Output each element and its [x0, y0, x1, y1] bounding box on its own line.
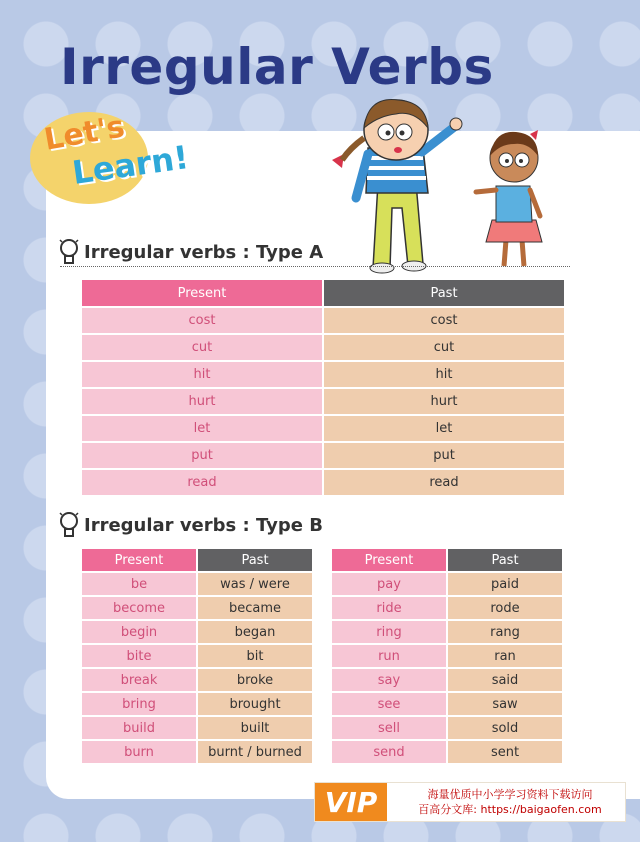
vip-watermark[interactable]	[314, 782, 626, 822]
present-cell: cut	[82, 335, 322, 360]
present-cell: hurt	[82, 389, 322, 414]
past-cell: cut	[324, 335, 564, 360]
type-b-table-left	[80, 547, 314, 765]
past-cell: broke	[198, 669, 312, 691]
table-row	[332, 693, 562, 715]
table-row	[82, 443, 564, 468]
table-row	[82, 416, 564, 441]
table-row	[332, 741, 562, 763]
past-cell: rode	[448, 597, 562, 619]
past-cell: read	[324, 470, 564, 495]
past-cell: let	[324, 416, 564, 441]
present-cell: begin	[82, 621, 196, 643]
table-row	[332, 669, 562, 691]
past-header: Past	[198, 549, 312, 571]
type-a-table	[80, 278, 566, 497]
past-cell: hit	[324, 362, 564, 387]
table-row	[82, 470, 564, 495]
section-a-heading	[58, 238, 323, 266]
present-cell: run	[332, 645, 446, 667]
past-cell: brought	[198, 693, 312, 715]
present-cell: send	[332, 741, 446, 763]
lightbulb-icon	[58, 238, 80, 266]
page-title: Irregular Verbs	[60, 38, 494, 96]
past-cell: began	[198, 621, 312, 643]
table-row	[82, 573, 312, 595]
watermark-text	[395, 787, 625, 817]
section-a-title: Irregular verbs : Type A	[84, 241, 324, 263]
past-cell: put	[324, 443, 564, 468]
table-row	[82, 362, 564, 387]
present-cell: read	[82, 470, 322, 495]
past-cell: sold	[448, 717, 562, 739]
girl-illustration	[466, 120, 566, 270]
present-cell: break	[82, 669, 196, 691]
table-row	[82, 308, 564, 333]
past-cell: cost	[324, 308, 564, 333]
lightbulb-icon	[58, 511, 80, 539]
present-cell: bite	[82, 645, 196, 667]
table-row	[82, 335, 564, 360]
vip-logo: VIP	[315, 783, 387, 821]
present-cell: ride	[332, 597, 446, 619]
present-cell: see	[332, 693, 446, 715]
table-row	[82, 597, 312, 619]
table-row	[332, 573, 562, 595]
present-cell: pay	[332, 573, 446, 595]
boy-illustration	[318, 88, 468, 278]
past-cell: hurt	[324, 389, 564, 414]
section-a-divider	[60, 266, 570, 267]
present-cell: burn	[82, 741, 196, 763]
present-cell: bring	[82, 693, 196, 715]
past-cell: said	[448, 669, 562, 691]
table-row	[82, 717, 312, 739]
past-cell: sent	[448, 741, 562, 763]
present-cell: build	[82, 717, 196, 739]
present-cell: be	[82, 573, 196, 595]
watermark-line-1: 海量优质中小学学习资料下载访问	[427, 788, 593, 801]
present-header: Present	[82, 280, 322, 306]
table-row	[82, 741, 312, 763]
present-cell: hit	[82, 362, 322, 387]
table-row	[332, 621, 562, 643]
section-b-title: Irregular verbs : Type B	[84, 514, 323, 536]
present-header: Present	[332, 549, 446, 571]
table-row	[82, 621, 312, 643]
past-cell: saw	[448, 693, 562, 715]
past-cell: built	[198, 717, 312, 739]
table-row	[82, 669, 312, 691]
past-header: Past	[448, 549, 562, 571]
present-cell: sell	[332, 717, 446, 739]
present-cell: let	[82, 416, 322, 441]
table-row	[332, 645, 562, 667]
badge-line-1: Let's	[41, 109, 128, 158]
past-cell: ran	[448, 645, 562, 667]
table-row	[82, 645, 312, 667]
table-row	[82, 389, 564, 414]
past-cell: became	[198, 597, 312, 619]
type-b-table-right	[330, 547, 564, 765]
watermark-line-2: 百高分文库: https://baigaofen.com	[418, 803, 602, 816]
table-row	[332, 597, 562, 619]
past-header: Past	[324, 280, 564, 306]
past-cell: was / were	[198, 573, 312, 595]
past-cell: burnt / burned	[198, 741, 312, 763]
past-cell: rang	[448, 621, 562, 643]
present-cell: ring	[332, 621, 446, 643]
badge-line-2: Learn!	[69, 138, 191, 192]
present-header: Present	[82, 549, 196, 571]
present-cell: become	[82, 597, 196, 619]
table-row	[332, 717, 562, 739]
section-b-heading	[58, 511, 323, 539]
present-cell: say	[332, 669, 446, 691]
present-cell: put	[82, 443, 322, 468]
present-cell: cost	[82, 308, 322, 333]
table-row	[82, 693, 312, 715]
past-cell: paid	[448, 573, 562, 595]
past-cell: bit	[198, 645, 312, 667]
